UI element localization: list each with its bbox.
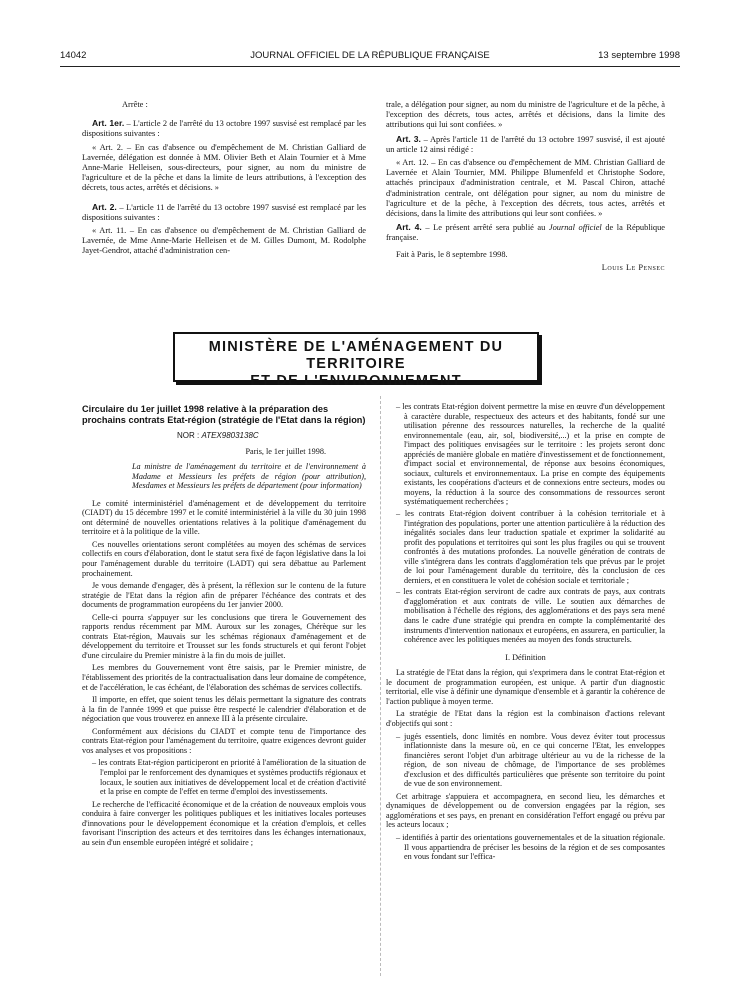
paragraph: Cet arbitrage s'appuiera et accompagnera, en second lieu, les démarches et dynamiques de développement ou de conversion engagées par la région, ses agglomérations et ses pays, en prenant en considération l'effort engagé ou prévu par les acteurs locaux ; [386,791,665,830]
issue-date: 13 septembre 1998 [598,50,680,61]
page-header [60,50,680,64]
upper-right-column [386,100,665,276]
lower-right-column [386,402,665,865]
article-1-label: Art. 1er. [92,118,125,129]
article-1 [82,118,366,139]
paragraph: Le recherche de l'efficacité économique et de la création de nouveaux emplois vous conduira à faire converger les politiques publiques et les initiatives locales porteuses d'innovations pour le développement économique et la création d'emplois, et celles favorisant l'inscription des acteurs et des territoires dans les échanges internationaux, au sein d'un ensemble européen intégré et solidaire ; [82,799,366,847]
paragraph: Ces nouvelles orientations seront complétées au moyen des schémas de services collectifs en cours d'élaboration, dont le statut sera fixé de façon législative dans la loi pour l'aménagement durable du territoire (LADT) qui sera débattue au Parlement prochainement. [82,539,366,578]
fait-a-paris: Fait à Paris, le 8 septembre 1998. [396,249,508,259]
article-1-text: – L'article 2 de l'arrêté du 13 octobre 1997 susvisé est remplacé par les dispositions suivantes : [82,119,366,139]
list-item: – les contrats Etat-région doivent contribuer à la cohésion territoriale et à l'intégration des populations, porter une attention particulière à la réduction des inégalités sociales dans leur traduction spatiale et exprimer la solidarité au profit des populations et territoires qui sont les plus fragiles ou qui se trouvent confrontés à des mutations profondes. La nouvelle génération de contrats de ville s'intégrera dans les contrats d'agglomération tels que prévus par le projet de loi pour l'aménagement durable du territoire, dès la conclusion de ces derniers, et en constituera le volet de cohésion sociale et territoriale ; [396,509,665,585]
article-2-text: – L'article 11 de l'arrêté du 13 octobre 1997 susvisé est remplacé par les dispositions suivantes : [82,202,367,222]
article-2-label: Art. 2. [92,201,117,212]
header-rule [60,66,680,67]
nor-code: ATEX9803138C [201,431,259,440]
paragraph: Je vous demande d'engager, dès à présent, la réflexion sur le contenu de la future stratégie de l'Etat dans la région afin de préparer l'échéance des contrats et des documents de programmation européens du 1er janvier 2000. [82,581,366,610]
paragraph: La stratégie de l'Etat dans la région, qui s'exprimera dans le contrat Etat-région et le document de programmation européen, est unique. A partir d'un diagnostic territorial, elle vise à définir une dynamique d'ensemble et à garantir la cohérence de l'action publique à moyen terme. [386,668,665,706]
paragraph: Il importe, en effet, que soient tenus les délais permettant la signature des contrats à la fin de l'année 1999 et que puisse être respecté le calendrier d'élaboration et de négociation que vous trouverez en annexe III à la présente circulaire. [82,695,366,724]
ministry-heading-line-1: MINISTÈRE DE L'AMÉNAGEMENT DU TERRITOIRE [208,339,504,372]
article-1-quote: « Art. 2. – En cas d'absence ou d'empêchement de M. Christian Galliard de Lavernée, délégation est donnée à MM. Olivier Beth et Alain Tournier et à Mme Anne-Marie Helleisen, sous-directeurs, pour signer, au nom du ministre de l'agriculture et de la pêche et dans la limite de leurs attributions, à l'exception des décrets, tous actes, arrêtés et décisions. » [82,142,366,193]
article-3-text: – Après l'article 11 de l'arrêté du 13 octobre 1997 susvisé, il est ajouté un article 12 ainsi rédigé : [386,134,665,154]
journal-title: JOURNAL OFFICIEL DE LA RÉPUBLIQUE FRANÇAISE [250,50,490,61]
article-3 [386,134,665,155]
nor-label: NOR : [177,431,202,440]
paragraph: Conformément aux décisions du CIADT et compte tenu de l'importance des contrats Etat-région pour l'aménagement du territoire, quatre exigences devront guider vos analyses et vos propositions : [82,726,366,755]
circulaire-title: Circulaire du 1er juillet 1998 relative à la préparation des prochains contrats Etat-région (stratégie de l'Etat dans la région) [82,404,366,425]
column-divider [380,396,382,976]
lower-left-column [82,404,366,850]
paragraph: Les membres du Gouvernement vont être saisis, par le Premier ministre, de l'établissement des priorités de la contractualisation dans leur domaine de compétence, et de l'accélération, le cas échéant, de l'élaboration des schémas de services collectifs. [82,663,366,692]
list-item: – les contrats Etat-région doivent permettre la mise en œuvre d'un développement à caractère durable, respectueux des acteurs et des habitants, fondé sur une utilisation pérenne des ressources naturelles, la recherche de la qualité environnementale (eau, air, sol, biodiversité,...) et la prise en compte de l'impact des politiques envisagées sur le territoire : les projets seront donc appréciés de manière globale en matière d'investissement et de fonctionnement, d'impact social et environnemental, de réponse aux besoins économiques, sociaux, culturels et environnementaux. La prise en compte des équipements existants, les coopérations d'acteurs et de connexions entre secteurs, modes ou moyens, la réduction à la source des consommations de ressources seront systématiquement recherchées ; [396,402,665,507]
article-2-quote: « Art. 11. – En cas d'absence ou d'empêchement de M. Christian Galliard de Lavernée, de Mme Anne-Marie Helleisen et de M. Gilles Dumont, M. Rodolphe Jayet-Gendrot, attaché d'administration cen- [82,226,366,256]
nor-reference [82,431,366,441]
paragraph: Celle-ci pourra s'appuyer sur les conclusions que tirera le Gouvernement des rapports rendus récemment par MM. Auroux sur les zonages, Chérèque sur les contrats Etat-région, Mauvais sur les schémas régionaux d'aménagement et de développement du territoire et Trousset sur les fonds structurels et qui feront l'objet d'une circulaire du Premier ministre à la fin du mois de juillet. [82,612,366,660]
exigences-list-continued [386,402,665,645]
place-date: Paris, le 1er juillet 1998. [245,446,326,456]
list-item: – jugés essentiels, donc limités en nombre. Vous devez éviter tout processus inflationniste dans la mesure où, en ce qui concerne l'Etat, les enveloppes financières seront l'objet d'un arbitrage ultérieur au vu de la richesse de la région, de son niveau de chômage, de l'importance de ses problèmes d'exclusion et des difficultés particulières que présente son territoire du point de vue de son environnement. [396,732,665,789]
paragraph: Le comité interministériel d'aménagement et de développement du territoire (CIADT) du 15 décembre 1997 et le comité interministériel à la ville du 30 juin 1998 ont déterminé de nouvelles orientations relatives à la politique d'aménagement du territoire et à la politique de la ville. [82,498,366,537]
upper-left-column [82,100,366,260]
article-3-label: Art. 3. [396,133,421,144]
objectifs-list [386,732,665,789]
list-item: – les contrats Etat-région serviront de cadre aux contrats de pays, aux contrats d'agglomération et aux contrats de ville. Le soutien aux démarches de mobilisation à l'échelle des régions, des agglomérations et des pays sera mené dans le cadre d'une stratégie qui prendra en compte la complémentarité des instruments d'intervention nationaux et européens, en assurera, en particulier, la cohérence avec les politiques menées au moyen des fonds structurels. [396,587,665,644]
article-4-label: Art. 4. [396,222,422,233]
exigences-list [82,758,366,796]
section-title: I. Définition [505,652,546,662]
article-4-text-post: de la République française. [386,223,666,243]
paragraph: La stratégie de l'Etat dans la région est la combinaison d'actions relevant d'objectifs qui sont : [386,709,665,728]
list-item: – les contrats Etat-région participeront en priorité à l'amélioration de la situation de l'emploi par le renforcement des dynamiques et systèmes productifs régionaux et locaux, le soutien aux initiatives de développement local et de création d'activité et la prise en compte de l'effet en terme d'emploi des investissements. [92,758,366,796]
signature: Louis Le Pensec [601,262,665,272]
ministry-heading-line-2: ET DE L'ENVIRONNEMENT [250,373,462,389]
article-2 [82,202,366,223]
page-number: 14042 [60,50,87,61]
addressees: La ministre de l'aménagement du territoire et de l'environnement à Madame et Messieurs les préfets de région (pour attribution), Mesdames et Messieurs les préfets de département (pour information) [132,462,366,491]
ministry-heading-box [173,332,539,389]
list-item: – identifiés à partir des orientations gouvernementales et de la situation régionale. Il vous appartiendra de préciser les besoins de la région et de ses composantes en vous fondant sur l'effica- [396,833,665,862]
continuation-text: trale, a délégation pour signer, au nom du ministre de l'agriculture et de la pêche, à l'exception des décrets, tous actes, arrêtés et décisions, dans la limite des attributions qui lui sont confiées. » [386,100,665,130]
objectifs-list-continued [386,833,665,862]
article-4 [386,222,665,243]
article-4-text-pre: – Le présent arrêté sera publié au [421,223,549,233]
article-3-quote: « Art. 12. – En cas d'absence ou d'empêchement de MM. Christian Galliard de Lavernée et Alain Tournier, MM. Philippe Blumenfeld et Christophe Sodore, attachés principaux d'administration centrale, et M. Pascal Chiron, attaché d'administration centrale, ont délégation pour signer, au nom du ministre de l'agriculture et de la pêche, à l'exception des décrets, tous actes, arrêtés et décisions, dans la limite des attributions qui leur sont confiées. » [386,158,665,219]
arrete-label: Arrête : [122,100,148,109]
journal-officiel-italic: Journal officiel [548,223,602,233]
